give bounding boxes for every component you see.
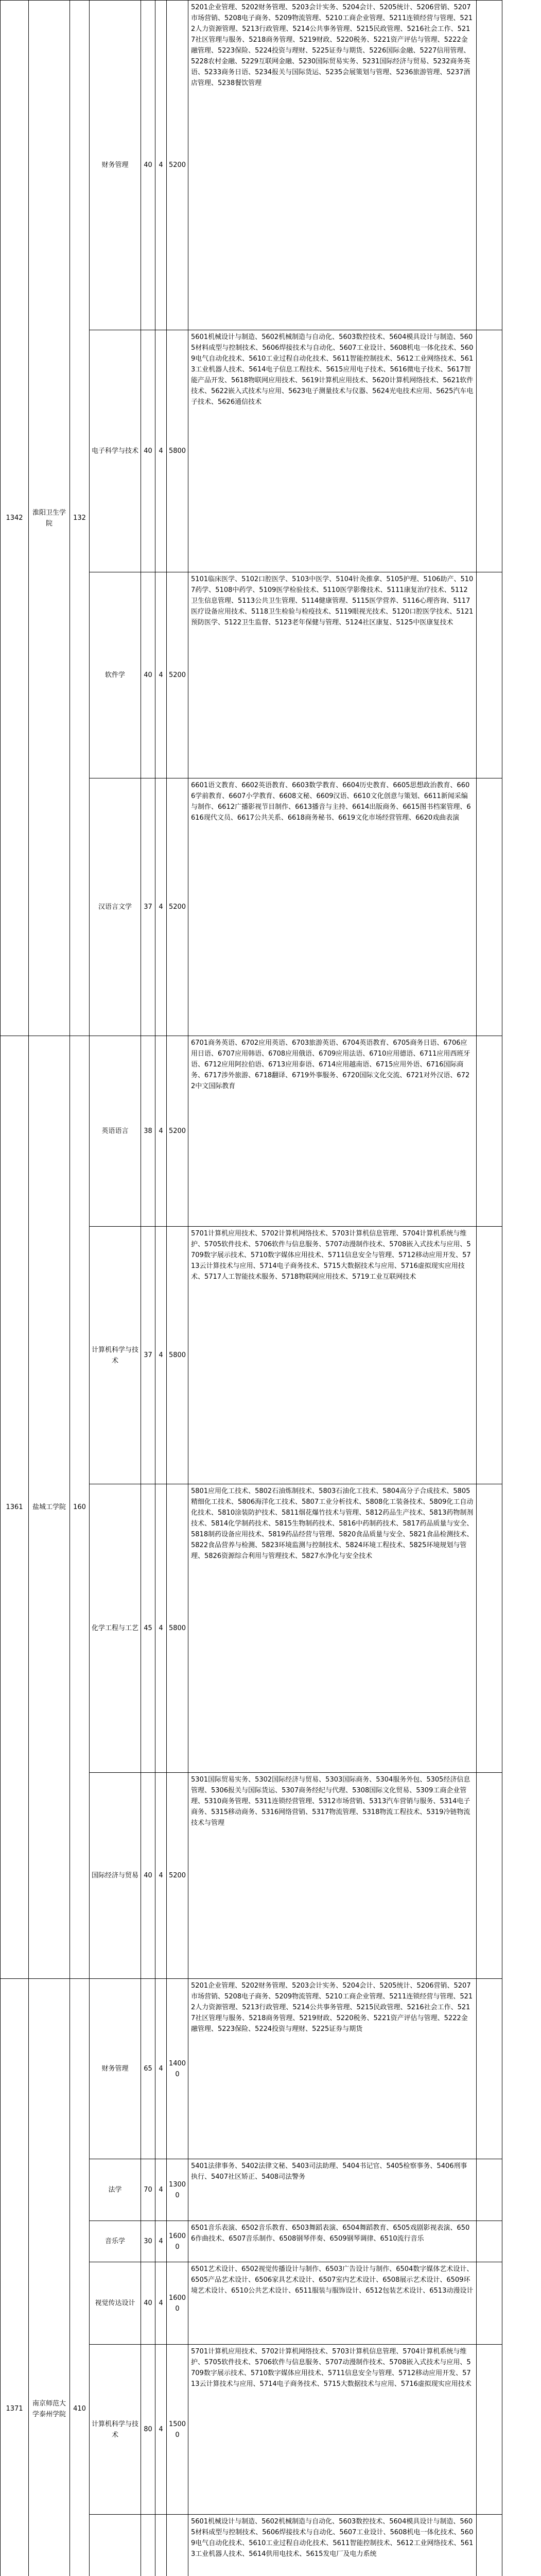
major-years-cell: 4: [155, 1979, 167, 2159]
table-row: [1, 1036, 541, 1227]
school-code-cell: 1361: [1, 1036, 29, 1979]
school-name-cell: 淮阳卫生学院: [29, 1, 70, 1036]
major-count-cell: 40: [141, 1, 155, 330]
major-description-cell: 5701计算机应用技术、5702计算机网络技术、5703计算机信息管理、5704计算机系统与维护、5705软件技术、5706软件与信息服务、5707动漫制作技术、5708嵌入式技术与应用、5709数字展示技术、5710数字媒体应用技术、5711信息安全与管理、5712移动应用开发、5713云计算技术与应用、5714电子商务技术、5715大数据技术与应用、5716虚拟现实应用技术、5717人工智能技术服务、5718物联网应用技术、5719工业互联网技术: [188, 1227, 477, 1484]
major-count-cell: 70: [141, 2159, 155, 2221]
major-name-cell: 计算机科学与技术: [90, 1227, 141, 1484]
school-code-cell: 1342: [1, 1, 29, 1036]
table-row: [1, 1979, 541, 2159]
major-note-cell: [477, 2262, 502, 2345]
major-years-cell: 4: [155, 2221, 167, 2262]
major-years-cell: 4: [155, 778, 167, 1036]
major-note-cell: [477, 2345, 502, 2515]
major-description-cell: 6501艺术设计、6502视觉传播设计与制作、6503广告设计与制作、6504数字媒体艺术设计、6505产品艺术设计、6506家具艺术设计、6507室内艺术设计、6508展示艺术设计、6509环境艺术设计、6510公共艺术设计、6511服装与服饰设计、6512包装艺术设计、6513动漫设计: [188, 2262, 477, 2345]
major-note-cell: [477, 2221, 502, 2262]
major-note-cell: [477, 1227, 502, 1484]
major-years-cell: 4: [155, 2262, 167, 2345]
major-count-cell: 80: [141, 2345, 155, 2515]
table-row: [1, 1, 541, 330]
major-description-cell: 6601语文教育、6602英语教育、6603数学教育、6604历史教育、6605思想政治教育、6606学前教育、6607小学教育、6608文秘、6609汉语、6610文化创意与策划、6611新闻采编与制作、6612广播影视节目制作、6613播音与主持、6614出版商务、6615图书档案管理、6616现代文员、6617公共关系、6618商务秘书、6619文化市场经营管理、6620戏曲表演: [188, 778, 477, 1036]
school-total-cell: 132: [70, 1, 90, 1036]
major-name-cell: 汉语言文学: [90, 778, 141, 1036]
major-fee-cell: 5200: [167, 1, 188, 330]
major-fee-cell: [167, 2515, 188, 2576]
major-fee-cell: 16000: [167, 2262, 188, 2345]
major-note-cell: [477, 1773, 502, 1979]
major-name-cell: 财务管理: [90, 1, 141, 330]
major-years-cell: 4: [155, 2159, 167, 2221]
major-note-cell: [477, 2515, 502, 2576]
major-note-cell: [477, 1036, 502, 1227]
major-count-cell: 30: [141, 2221, 155, 2262]
major-fee-cell: 14000: [167, 1979, 188, 2159]
major-years-cell: 4: [155, 1, 167, 330]
major-years-cell: 4: [155, 1227, 167, 1484]
major-count-cell: 38: [141, 1036, 155, 1227]
major-fee-cell: 5200: [167, 1036, 188, 1227]
major-name-cell: [90, 2515, 141, 2576]
major-note-cell: [477, 1979, 502, 2159]
major-fee-cell: 5800: [167, 330, 188, 572]
major-count-cell: 65: [141, 1979, 155, 2159]
major-fee-cell: 5200: [167, 1773, 188, 1979]
major-name-cell: 国际经济与贸易: [90, 1773, 141, 1979]
major-note-cell: [477, 2159, 502, 2221]
major-name-cell: 软件学: [90, 572, 141, 778]
major-description-cell: 5601机械设计与制造、5602机械制造与自动化、5603数控技术、5604模具设计与制造、5605材料成型与控制技术、5606焊接技术与自动化、5607工业设计、5608机电一体化技术、5609电气自动化技术、5610工业过程自动化技术、5611智能控制技术、5612工业网络技术、5613工业机器人技术、5614供用电技术、5615发电厂及电力系统: [188, 2515, 477, 2576]
major-name-cell: 英语语言: [90, 1036, 141, 1227]
major-years-cell: 4: [155, 2345, 167, 2515]
major-description-cell: 5801应用化工技术、5802石油炼制技术、5803石油化工技术、5804高分子合成技术、5805精细化工技术、5806海洋化工技术、5807工业分析技术、5808化工装备技术、5809化工自动化技术、5810涂装防护技术、5811烟花爆竹技术与管理、5812药品生产技术、5813药物制剂技术、5814化学制药技术、5815生物制药技术、5816中药制药技术、5817药品质量与安全、5818制药设备应用技术、5819药品经营与管理、5820食品质量与安全、5821食品检测技术、5822食品营养与检测、5823环境监测与控制技术、5824环境工程技术、5825环境规划与管理、5826资源综合利用与管理技术、5827水净化与安全技术: [188, 1484, 477, 1773]
major-count-cell: 37: [141, 778, 155, 1036]
major-count-cell: 40: [141, 330, 155, 572]
school-name-cell: 盐城工学院: [29, 1036, 70, 1979]
major-fee-cell: 5800: [167, 1227, 188, 1484]
major-description-cell: 5601机械设计与制造、5602机械制造与自动化、5603数控技术、5604模具设计与制造、5605材料成型与控制技术、5606焊接技术与自动化、5607工业设计、5608机电一体化技术、5609电气自动化技术、5610工业过程自动化技术、5611智能控制技术、5612工业网络技术、5613工业机器人技术、5614电子信息工程技术、5615应用电子技术、5616微电子技术、5617智能产品开发、5618物联网应用技术、5619计算机应用技术、5620计算机网络技术、5621软件技术、5622嵌入式技术与应用、5623电子测量技术与仪器、5624光电技术应用、5625汽车电子技术、5626通信技术: [188, 330, 477, 572]
major-fee-cell: 13000: [167, 2159, 188, 2221]
major-description-cell: 5201企业管理、5202财务管理、5203会计实务、5204会计、5205统计、5206营销、5207市场营销、5208电子商务、5209物流管理、5210工商企业管理、5211连锁经营与管理、5212人力资源管理、5213行政管理、5214公共事务管理、5215民政管理、5216社会工作、5217社区管理与服务、5218商务管理、5219财政、5220税务、5221资产评估与管理、5222金融管理、5223保险、5224投资与理财、5225证券与期货、5226国际金融、5227信用管理、5228农村金融、5229互联网金融、5230国际贸易实务、5231国际经济与贸易、5232商务英语、5233商务日语、5234报关与国际货运、5235会展策划与管理、5236旅游管理、5237酒店管理、5238餐饮管理: [188, 1, 477, 330]
major-fee-cell: 5200: [167, 572, 188, 778]
school-total-cell: 410: [70, 1979, 90, 2576]
major-note-cell: [477, 1, 502, 330]
major-count-cell: 37: [141, 1227, 155, 1484]
major-description-cell: 5401法律事务、5402法律文秘、5403司法助理、5404书记官、5405检察事务、5406刑事执行、5407社区矫正、5408司法警务: [188, 2159, 477, 2221]
major-name-cell: 电子科学与技术: [90, 330, 141, 572]
major-name-cell: 化学工程与工艺: [90, 1484, 141, 1773]
major-note-cell: [477, 330, 502, 572]
major-count-cell: 40: [141, 1773, 155, 1979]
major-fee-cell: 5200: [167, 778, 188, 1036]
major-description-cell: 6701商务英语、6702应用英语、6703旅游英语、6704英语教育、6705商务日语、6706应用日语、6707应用韩语、6708应用俄语、6709应用法语、6710应用德语、6711应用西班牙语、6712应用阿拉伯语、6713应用泰语、6714应用越南语、6715应用外语、6716国际商务、6717涉外旅游、6718翻译、6719外事服务、6720国际文化交流、6721对外汉语、6722中文国际教育: [188, 1036, 477, 1227]
major-count-cell: 40: [141, 572, 155, 778]
major-description-cell: 6501音乐表演、6502音乐教育、6503舞蹈表演、6504舞蹈教育、6505戏剧影视表演、6506作曲技术、6507音乐制作、6508钢琴伴奏、6509钢琴调律、6510流行音乐: [188, 2221, 477, 2262]
major-name-cell: 财务管理: [90, 1979, 141, 2159]
major-note-cell: [477, 1484, 502, 1773]
major-note-cell: [477, 572, 502, 778]
major-description-cell: 5301国际贸易实务、5302国际经济与贸易、5303国际商务、5304服务外包、5305经济信息管理、5306报关与国际货运、5307商务经纪与代理、5308国际文化贸易、5309工商企业管理、5310商务管理、5311连锁经营管理、5312市场营销、5313汽车营销与服务、5314电子商务、5315移动商务、5316网络营销、5317物流管理、5318物流工程技术、5319冷链物流技术与管理: [188, 1773, 477, 1979]
major-years-cell: 4: [155, 1036, 167, 1227]
major-name-cell: 音乐学: [90, 2221, 141, 2262]
major-count-cell: 45: [141, 1484, 155, 1773]
school-name-cell: 南京师范大学泰州学院: [29, 1979, 70, 2576]
table-body: [1, 1, 541, 2576]
major-description-cell: 5701计算机应用技术、5702计算机网络技术、5703计算机信息管理、5704计算机系统与维护、5705软件技术、5706软件与信息服务、5707动漫制作技术、5708嵌入式技术与应用、5709数字展示技术、5710数字媒体应用技术、5711信息安全与管理、5712移动应用开发、5713云计算技术与应用、5714电子商务技术、5715大数据技术与应用、5716虚拟现实应用技术: [188, 2345, 477, 2515]
major-fee-cell: 16000: [167, 2221, 188, 2262]
major-years-cell: 4: [155, 572, 167, 778]
major-fee-cell: 5800: [167, 1484, 188, 1773]
major-name-cell: 法学: [90, 2159, 141, 2221]
major-description-cell: 5101临床医学、5102口腔医学、5103中医学、5104针灸推拿、5105护理、5106助产、5107药学、5108中药学、5109医学检验技术、5110医学影像技术、5111康复治疗技术、5112卫生信息管理、5113公共卫生管理、5114健康管理、5115医学营养、5116心理咨询、5117医疗设备应用技术、5118卫生检验与检疫技术、5119眼视光技术、5120口腔医学技术、5121预防医学、5122卫生监督、5123老年保健与管理、5124社区康复、5125中医康复技术: [188, 572, 477, 778]
major-fee-cell: 15000: [167, 2345, 188, 2515]
major-count-cell: [141, 2515, 155, 2576]
school-code-cell: 1371: [1, 1979, 29, 2576]
major-years-cell: 4: [155, 330, 167, 572]
major-note-cell: [477, 778, 502, 1036]
major-name-cell: 视觉传达设计: [90, 2262, 141, 2345]
major-count-cell: 40: [141, 2262, 155, 2345]
school-total-cell: 160: [70, 1036, 90, 1979]
major-years-cell: [155, 2515, 167, 2576]
major-years-cell: 4: [155, 1484, 167, 1773]
major-description-cell: 5201企业管理、5202财务管理、5203会计实务、5204会计、5205统计、5206营销、5207市场营销、5208电子商务、5209物流管理、5210工商企业管理、5211连锁经营与管理、5212人力资源管理、5213行政管理、5214公共事务管理、5215民政管理、5216社会工作、5217社区管理与服务、5218商务管理、5219财政、5220税务、5221资产评估与管理、5222金融管理、5223保险、5224投资与理财、5225证券与期货: [188, 1979, 477, 2159]
major-name-cell: 计算机科学与技术: [90, 2345, 141, 2515]
major-years-cell: 4: [155, 1773, 167, 1979]
